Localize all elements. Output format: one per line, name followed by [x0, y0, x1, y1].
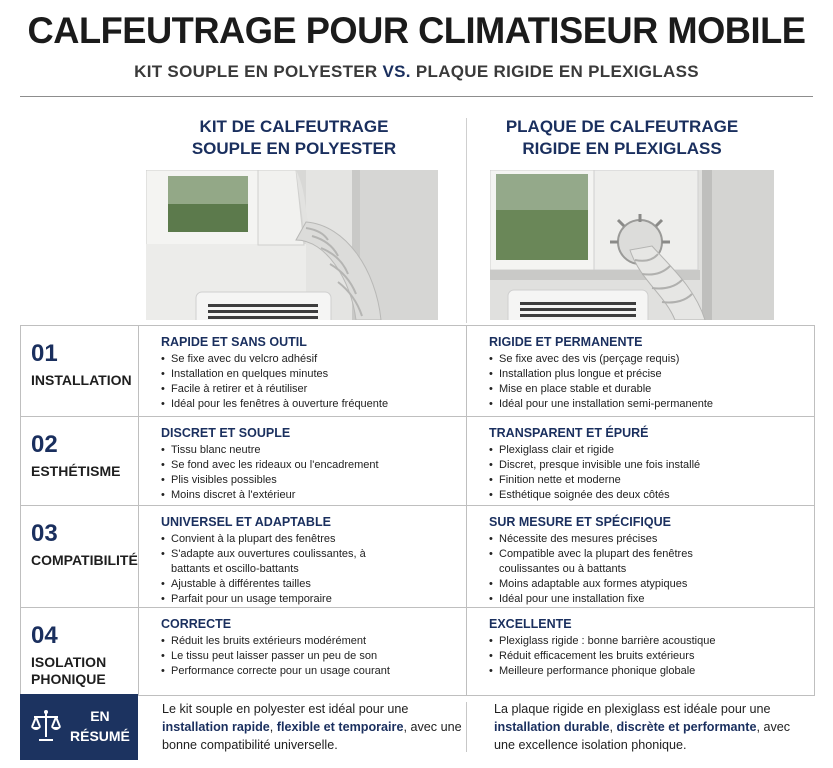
bullet-item: • Idéal pour une installation fixe: [489, 592, 804, 607]
row-label-line: ESTHÉTISME: [31, 463, 121, 479]
page-subtitle: [0, 62, 833, 82]
summary-text: ,: [269, 720, 277, 734]
table-row: [21, 608, 815, 696]
bullet-item: • Le tissu peut laisser passer un peu de son: [161, 649, 456, 664]
bullet-item: • S'adapte aux ouvertures coulissantes, à battants et oscillo-battants: [161, 547, 386, 577]
subtitle-option-a: KIT SOUPLE EN POLYESTER: [134, 62, 378, 81]
row-header: [21, 506, 139, 608]
row-label-line: ISOLATION: [31, 654, 107, 670]
bullet-item: • Tissu blanc neutre: [161, 443, 456, 458]
bullet-item: • Finition nette et moderne: [489, 473, 804, 488]
bullet-list: [489, 532, 804, 607]
bullet-item: • Mise en place stable et durable: [489, 382, 804, 397]
row-number: 03: [31, 520, 58, 547]
balance-scale-icon: [30, 709, 62, 748]
cell-heading: EXCELLENTE: [489, 617, 572, 631]
row-label: [31, 372, 138, 389]
subtitle-option-b: PLAQUE RIGIDE EN PLEXIGLASS: [415, 62, 699, 81]
soft-kit-cell: [139, 417, 467, 506]
rigid-plate-cell: [467, 417, 815, 506]
page-title: CALFEUTRAGE POUR CLIMATISEUR MOBILE: [27, 10, 806, 51]
table-row: [21, 417, 815, 506]
bullet-item: • Moins adaptable aux formes atypiques: [489, 577, 804, 592]
rigid-plate-photo: [490, 170, 774, 320]
rigid-plate-cell: [467, 326, 815, 417]
table-row: [21, 506, 815, 608]
summary-text: La plaque rigide en plexiglass est idéale pour une: [494, 702, 771, 716]
soft-kit-cell: [139, 326, 467, 417]
row-label-line: COMPATIBILITÉ: [31, 552, 138, 568]
summary-highlight: discrète et performante: [616, 720, 757, 734]
summary-badge: [20, 694, 138, 760]
column-heading-line: KIT DE CALFEUTRAGE: [199, 117, 389, 136]
cell-heading: UNIVERSEL ET ADAPTABLE: [161, 515, 331, 529]
bullet-item: • Se fixe avec du velcro adhésif: [161, 352, 456, 367]
summary-text: , avec une bonne compatibilité universelle.: [162, 720, 462, 752]
row-number: 02: [31, 431, 58, 458]
summary-rigid-plate: [494, 700, 794, 754]
header-divider: [20, 96, 813, 97]
bullet-item: • Idéal pour une installation semi-permanente: [489, 397, 804, 412]
row-header: [21, 326, 139, 417]
bullet-list: [489, 634, 804, 679]
column-heading-line: SOUPLE EN POLYESTER: [191, 139, 397, 158]
bullet-item: • Esthétique soignée des deux côtés: [489, 488, 804, 503]
bullet-list: [489, 443, 804, 503]
row-label: [31, 552, 138, 569]
bullet-item: • Installation en quelques minutes: [161, 367, 456, 382]
bullet-item: • Plexiglass clair et rigide: [489, 443, 804, 458]
bullet-item: • Plexiglass rigide : bonne barrière acoustique: [489, 634, 804, 649]
cell-heading: RAPIDE ET SANS OUTIL: [161, 335, 307, 349]
bullet-list: [161, 634, 456, 679]
comparison-table: [20, 325, 815, 696]
bullet-item: • Compatible avec la plupart des fenêtres coulissantes ou à battants: [489, 547, 714, 577]
cell-heading: CORRECTE: [161, 617, 232, 631]
summary-highlight: flexible et temporaire: [276, 720, 404, 734]
column-heading-line: RIGIDE EN PLEXIGLASS: [522, 139, 722, 158]
bullet-item: • Nécessite des mesures précises: [489, 532, 804, 547]
bullet-item: • Réduit les bruits extérieurs modérément: [161, 634, 456, 649]
rigid-plate-cell: [467, 506, 815, 608]
row-header: [21, 417, 139, 506]
rigid-plate-cell: [467, 608, 815, 696]
row-label-line: PHONIQUE: [31, 671, 106, 687]
summary-text: Le kit souple en polyester est idéal pour une: [162, 702, 409, 716]
cell-heading: SUR MESURE ET SPÉCIFIQUE: [489, 515, 671, 529]
summary-text: , avec une excellence isolation phonique.: [494, 720, 791, 752]
soft-kit-photo: [146, 170, 438, 320]
summary-highlight: installation durable: [494, 720, 610, 734]
summary-divider: [466, 702, 467, 752]
summary-text: ,: [609, 720, 617, 734]
bullet-item: • Convient à la plupart des fenêtres: [161, 532, 456, 547]
cell-heading: TRANSPARENT ET ÉPURÉ: [489, 426, 649, 440]
bullet-item: • Parfait pour un usage temporaire: [161, 592, 456, 607]
bullet-list: [489, 352, 804, 412]
column-heading-soft-kit: [134, 116, 454, 160]
soft-kit-cell: [139, 608, 467, 696]
subtitle-vs: VS.: [382, 62, 411, 81]
bullet-item: • Performance correcte pour un usage courant: [161, 664, 456, 679]
summary-soft-kit: [162, 700, 462, 754]
summary-label-line: RÉSUMÉ: [70, 728, 130, 744]
row-number: 04: [31, 622, 58, 649]
column-heading-line: PLAQUE DE CALFEUTRAGE: [505, 117, 739, 136]
summary-label: [70, 706, 130, 746]
bullet-item: • Réduit efficacement les bruits extérieurs: [489, 649, 804, 664]
bullet-item: • Facile à retirer et à réutiliser: [161, 382, 456, 397]
row-label: [31, 654, 138, 688]
soft-kit-cell: [139, 506, 467, 608]
bullet-list: [161, 532, 456, 607]
summary-row: [20, 694, 814, 760]
bullet-item: • Se fond avec les rideaux ou l'encadrement: [161, 458, 456, 473]
bullet-list: [161, 352, 456, 412]
bullet-list: [161, 443, 456, 503]
row-label: [31, 463, 138, 480]
table-row: [21, 326, 815, 417]
bullet-item: • Moins discret à l'extérieur: [161, 488, 456, 503]
column-heading-rigid-plate: [462, 116, 782, 160]
cell-heading: DISCRET ET SOUPLE: [161, 426, 291, 440]
row-number: 01: [31, 340, 58, 367]
row-label-line: INSTALLATION: [31, 372, 132, 388]
bullet-item: • Ajustable à différentes tailles: [161, 577, 456, 592]
bullet-item: • Discret, presque invisible une fois installé: [489, 458, 804, 473]
bullet-item: • Installation plus longue et précise: [489, 367, 804, 382]
bullet-item: • Se fixe avec des vis (perçage requis): [489, 352, 804, 367]
summary-highlight: installation rapide: [162, 720, 270, 734]
bullet-item: • Idéal pour les fenêtres à ouverture fréquente: [161, 397, 456, 412]
cell-heading: RIGIDE ET PERMANENTE: [489, 335, 643, 349]
bullet-item: • Plis visibles possibles: [161, 473, 456, 488]
row-header: [21, 608, 139, 696]
summary-label-line: EN: [90, 708, 110, 724]
bullet-item: • Meilleure performance phonique globale: [489, 664, 804, 679]
